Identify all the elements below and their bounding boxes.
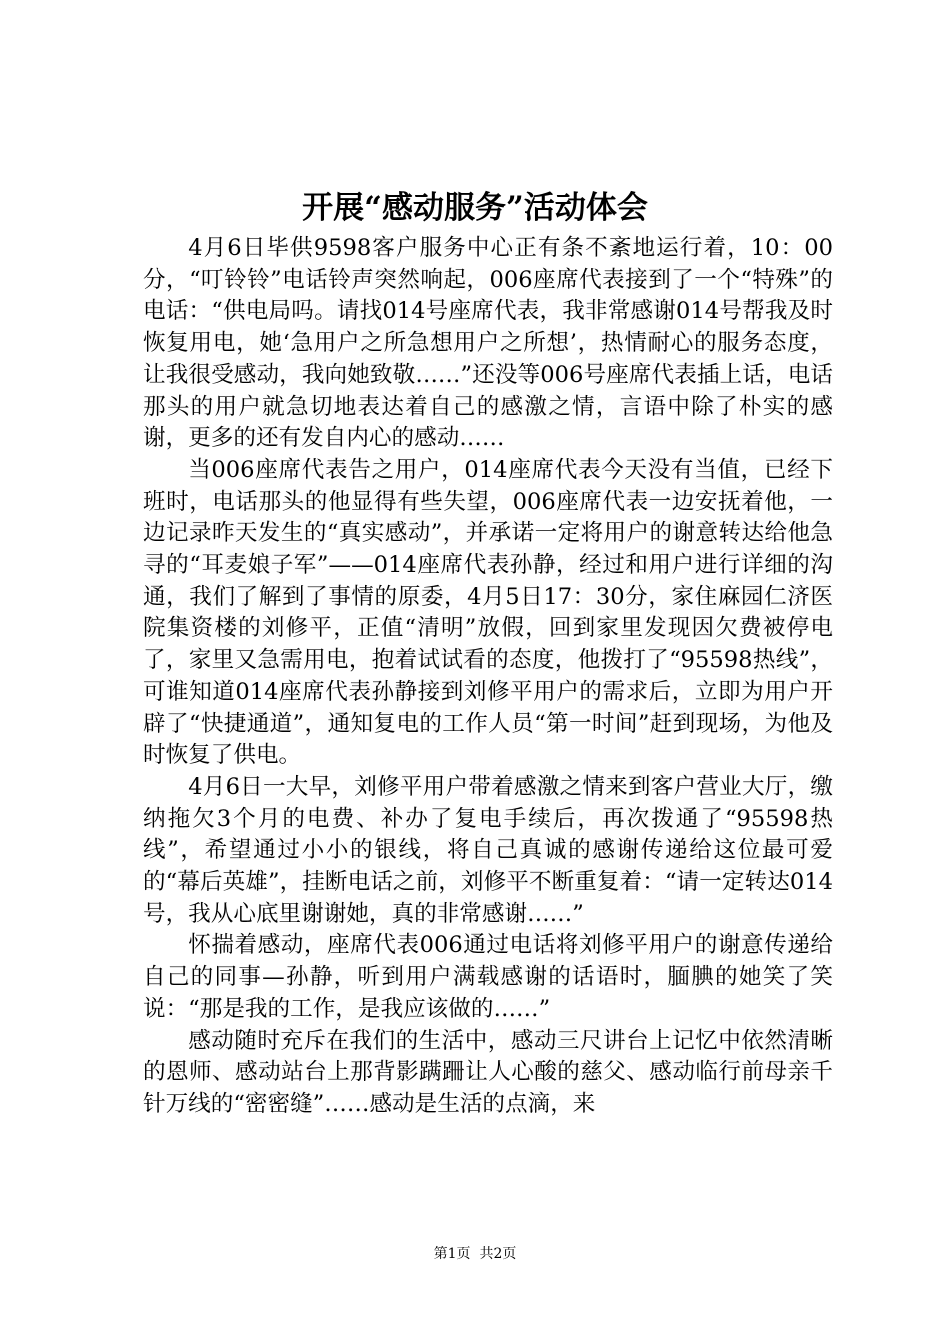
paragraph-1: 4月6日毕供9598客户服务中心正有条不紊地运行着，10：00分，“叮铃铃”电话铃声突然响起，006座席代表接到了一个“特殊”的电话：“供电局吗。请找014号座席代表，我非常感谢014号帮我及时恢复用电，她‘急用户之所急想用户之所想’，热情耐心的服务态度，让我很受感动，我向她致敬……”还没等006号座席代表插上话，电话那头的用户就急切地表达着自己的感激之情，言语中除了朴实的感谢，更多的还有发自内心的感动…… [143,235,833,452]
paragraph-5: 感动随时充斥在我们的生活中，感动三尺讲台上记忆中依然清晰的恩师、感动站台上那背影蹒跚让人心酸的慈父、感动临行前母亲千针万线的“密密缝”……感动是生活的点滴，来 [143,1027,833,1117]
page-footer [0,1244,950,1264]
document-title: 开展“感动服务”活动体会 [302,190,648,226]
paragraph-2: 当006座席代表告之用户，014座席代表今天没有当值，已经下班时，电话那头的他显得有些失望，006座席代表一边安抚着他，一边记录昨天发生的“真实感动”，并承诺一定将用户的谢意转达给他急寻的“耳麦娘子军”——014座席代表孙静，经过和用户进行详细的沟通，我们了解到了事情的原委，4月5日17：30分，家住麻园仁济医院集资楼的刘修平，正值“清明”放假，回到家里发现因欠费被停电了，家里又急需用电，抱着试试看的态度，他拨打了“95598热线”，可谁知道014座席代表孙静接到刘修平用户的需求后，立即为用户开辟了“快捷通道”，通知复电的工作人员“第一时间”赶到现场，为他及时恢复了供电。 [143,456,833,769]
total-pages: 共2页 [479,1246,517,1262]
paragraph-3: 4月6日一大早，刘修平用户带着感激之情来到客户营业大厅，缴纳拖欠3个月的电费、补办了复电手续后，再次拨通了“95598热线”，希望通过小小的银线，将自己真诚的感谢传递给这位最可爱的“幕后英雄”，挂断电话之前，刘修平不断重复着：“请一定转达014号，我从心底里谢谢她，真的非常感谢……” [143,773,833,927]
page-number: 第1页 [433,1246,471,1262]
document-body [143,233,833,1121]
paragraph-4: 怀揣着感动，座席代表006通过电话将刘修平用户的谢意传递给自己的同事—孙静，听到用户满载感谢的话语时，腼腆的她笑了笑说：“那是我的工作，是我应该做的……” [143,932,833,1022]
